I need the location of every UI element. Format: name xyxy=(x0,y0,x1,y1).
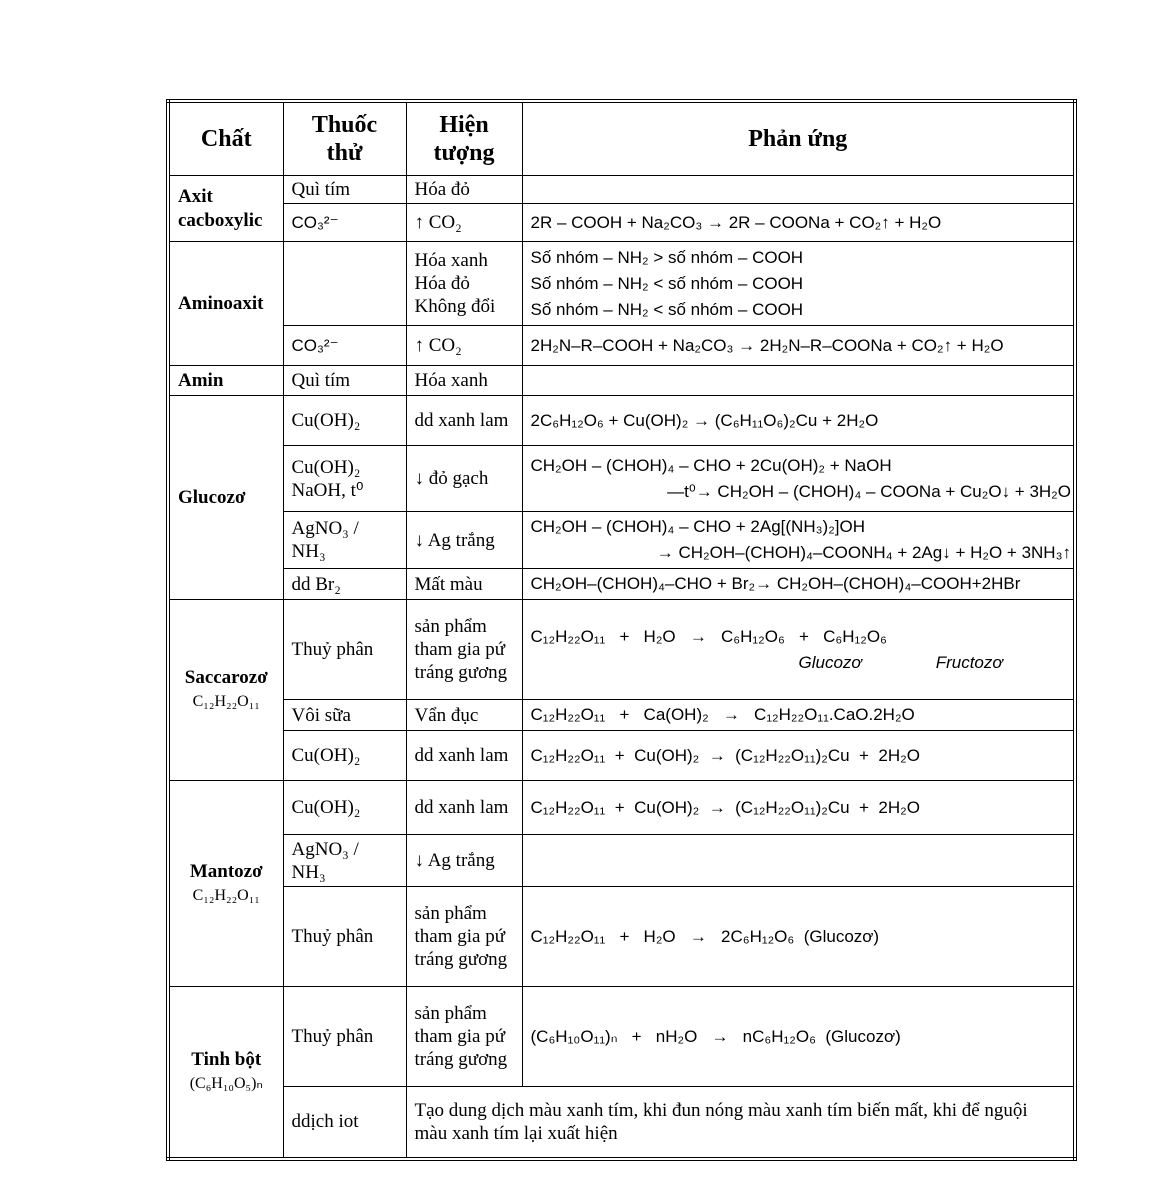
phenomenon-line: Không đổi xyxy=(414,296,496,317)
header-chat: Chất xyxy=(168,101,283,176)
reaction-cell: C₁₂H₂₂O₁₁ + H₂O → 2C₆H₁₂O₆ (Glucozơ) xyxy=(522,887,1075,987)
header-phan-ung: Phản ứng xyxy=(522,101,1075,176)
reagent-cell xyxy=(283,242,406,326)
substance-name: Tinh bột xyxy=(191,1048,262,1070)
phenomenon-line: Hóa xanh xyxy=(414,250,488,271)
reagent-cell xyxy=(283,512,406,569)
reaction-line: CH₂OH – (CHOH)₄ – CHO + 2Cu(OH)₂ + NaOH xyxy=(530,455,892,475)
substance-amin: Amin xyxy=(168,366,283,396)
reaction-cell: 2C₆H₁₂O₆ + Cu(OH)₂ → (C₆H₁₁O₆)₂Cu + 2H₂O xyxy=(522,396,1075,446)
reaction-cell xyxy=(522,600,1075,700)
reaction-table xyxy=(166,99,1077,1161)
table-row xyxy=(168,446,1075,512)
reagent-cell: ddịch iot xyxy=(283,1087,406,1159)
substance-tinhbot xyxy=(168,987,283,1159)
table-row xyxy=(168,176,1075,204)
phenomenon-cell: Mất màu xyxy=(406,569,522,600)
reaction-cell: 2R – COOH + Na₂CO₃ → 2R – COONa + CO₂↑ + H₂O xyxy=(522,204,1075,242)
substance-glucozo: Glucozơ xyxy=(168,396,283,600)
reaction-line: Số nhóm – NH₂ > số nhóm – COOH xyxy=(530,247,804,267)
table-row xyxy=(168,600,1075,700)
table-row xyxy=(168,835,1075,887)
reagent-line: NaOH, t⁰ xyxy=(291,479,364,501)
table-row xyxy=(168,366,1075,396)
reagent-cell: Cu(OH)₂ xyxy=(283,396,406,446)
phenomenon-cell: Vẩn đục xyxy=(406,700,522,731)
table-row xyxy=(168,396,1075,446)
substance-name: Saccarozơ xyxy=(184,667,268,688)
reaction-line: CH₂OH – (CHOH)₄ – CHO + 2Ag[(NH₃)₂]OH xyxy=(530,517,866,536)
header-thuoc-thu: Thuốc thử xyxy=(283,101,406,176)
reagent-cell: Quì tím xyxy=(283,176,406,204)
table-row xyxy=(168,569,1075,600)
reagent-cell: Thuỷ phân xyxy=(283,987,406,1087)
phenomenon-cell: dd xanh lam xyxy=(406,781,522,835)
reaction-line: C₁₂H₂₂O₁₁ + H₂O → C₆H₁₂O₆ + C₆H₁₂O₆ xyxy=(530,626,887,646)
phenomenon-cell: dd xanh lam xyxy=(406,731,522,781)
reaction-cell: C₁₂H₂₂O₁₁ + Cu(OH)₂ → (C₁₂H₂₂O₁₁)₂Cu + 2H₂O xyxy=(522,781,1075,835)
phenomenon-cell: sản phẩm tham gia pứ tráng gương xyxy=(406,887,522,987)
phenomenon-cell: sản phẩm tham gia pứ tráng gương xyxy=(406,987,522,1087)
substance-aminoaxit: Aminoaxit xyxy=(168,242,283,366)
reagent-cell: dd Br₂ xyxy=(283,569,406,600)
phenomenon-cell: ↓ Ag trắng xyxy=(406,835,522,887)
reaction-cell: CH₂OH–(CHOH)₄–CHO + Br₂→ CH₂OH–(CHOH)₄–COOH+2HBr xyxy=(522,569,1075,600)
phenomenon-cell: ↓ Ag trắng xyxy=(406,512,522,569)
phenomenon-cell: dd xanh lam xyxy=(406,396,522,446)
phenomenon-cell: Tạo dung dịch màu xanh tím, khi đun nóng màu xanh tím biến mất, khi để nguội màu xanh tím lại xuất hiện xyxy=(406,1087,1075,1159)
substance-formula: C₁₂H₂₂O₁₁ xyxy=(192,693,260,710)
reaction-cell: C₁₂H₂₂O₁₁ + Ca(OH)₂ → C₁₂H₂₂O₁₁.CaO.2H₂O xyxy=(522,700,1075,731)
phenomenon-cell xyxy=(406,242,522,326)
table-row xyxy=(168,731,1075,781)
reagent-line: Cu(OH)₂ xyxy=(291,456,361,478)
reagent-cell xyxy=(283,446,406,512)
header-row xyxy=(168,101,1075,176)
table-row xyxy=(168,887,1075,987)
phenomenon-cell: Hóa đỏ xyxy=(406,176,522,204)
reaction-cell: (C₆H₁₀O₁₁)ₙ + nH₂O → nC₆H₁₂O₆ (Glucozơ) xyxy=(522,987,1075,1087)
product-labels xyxy=(531,650,1066,676)
reaction-line: → CH₂OH–(CHOH)₄–COONH₄ + 2Ag↓ + H₂O + 3NH₃↑ xyxy=(656,543,1071,562)
table-row xyxy=(168,204,1075,242)
reaction-line: Số nhóm – NH₂ < số nhóm – COOH xyxy=(530,299,804,319)
reaction-cell: C₁₂H₂₂O₁₁ + Cu(OH)₂ → (C₁₂H₂₂O₁₁)₂Cu + 2H₂O xyxy=(522,731,1075,781)
reaction-cell xyxy=(522,176,1075,204)
table-row xyxy=(168,781,1075,835)
substance-name: Mantozơ xyxy=(189,860,263,882)
reagent-cell xyxy=(283,835,406,887)
table-row xyxy=(168,242,1075,326)
phenomenon-cell: sản phẩm tham gia pứ tráng gương xyxy=(406,600,522,700)
reagent-line: AgNO₃ / xyxy=(291,838,359,860)
table-row xyxy=(168,1087,1075,1159)
phenomenon-cell: ↑ CO₂ xyxy=(406,204,522,242)
table-row xyxy=(168,987,1075,1087)
reaction-cell: 2H₂N–R–COOH + Na₂CO₃ → 2H₂N–R–COONa + CO₂↑ + H₂O xyxy=(522,326,1075,366)
reaction-cell xyxy=(522,512,1075,569)
reagent-cell: CO₃²⁻ xyxy=(283,204,406,242)
table-row xyxy=(168,700,1075,731)
substance-formula: C₁₂H₂₂O₁₁ xyxy=(192,886,260,904)
reaction-cell xyxy=(522,242,1075,326)
reaction-line: Số nhóm – NH₂ < số nhóm – COOH xyxy=(530,273,804,293)
reaction-cell xyxy=(522,446,1075,512)
reagent-cell: CO₃²⁻ xyxy=(283,326,406,366)
reaction-line: —t⁰→ CH₂OH – (CHOH)₄ – COONa + Cu₂O↓ + 3H₂O xyxy=(667,481,1071,501)
reagent-cell: Vôi sữa xyxy=(283,700,406,731)
phenomenon-cell: Hóa xanh xyxy=(406,366,522,396)
reagent-cell: Thuỷ phân xyxy=(283,887,406,987)
reagent-cell: Cu(OH)₂ xyxy=(283,781,406,835)
reaction-cell xyxy=(522,835,1075,887)
phenomenon-line: Hóa đỏ xyxy=(414,273,470,294)
reagent-cell: Thuỷ phân xyxy=(283,600,406,700)
substance-saccarozo xyxy=(168,600,283,781)
reagent-cell: Quì tím xyxy=(283,366,406,396)
reagent-line: NH₃ xyxy=(291,541,326,562)
phenomenon-cell: ↑ CO₂ xyxy=(406,326,522,366)
substance-mantozo xyxy=(168,781,283,987)
phenomenon-cell: ↓ đỏ gạch xyxy=(406,446,522,512)
reaction-table-container xyxy=(166,99,1077,1161)
substance-formula: (C₆H₁₀O₅)ₙ xyxy=(189,1074,263,1092)
table-row xyxy=(168,512,1075,569)
reagent-line: NH₃ xyxy=(291,861,326,883)
header-hien-tuong: Hiện tượng xyxy=(406,101,522,176)
reagent-line: AgNO₃ / xyxy=(291,518,359,539)
product-label-glucozo: Glucozơ xyxy=(798,652,862,672)
reaction-cell xyxy=(522,366,1075,396)
substance-axit: Axit cacboxylic xyxy=(168,176,283,242)
product-label-fructozo: Fructozơ xyxy=(935,652,1003,672)
reagent-cell: Cu(OH)₂ xyxy=(283,731,406,781)
table-row xyxy=(168,326,1075,366)
